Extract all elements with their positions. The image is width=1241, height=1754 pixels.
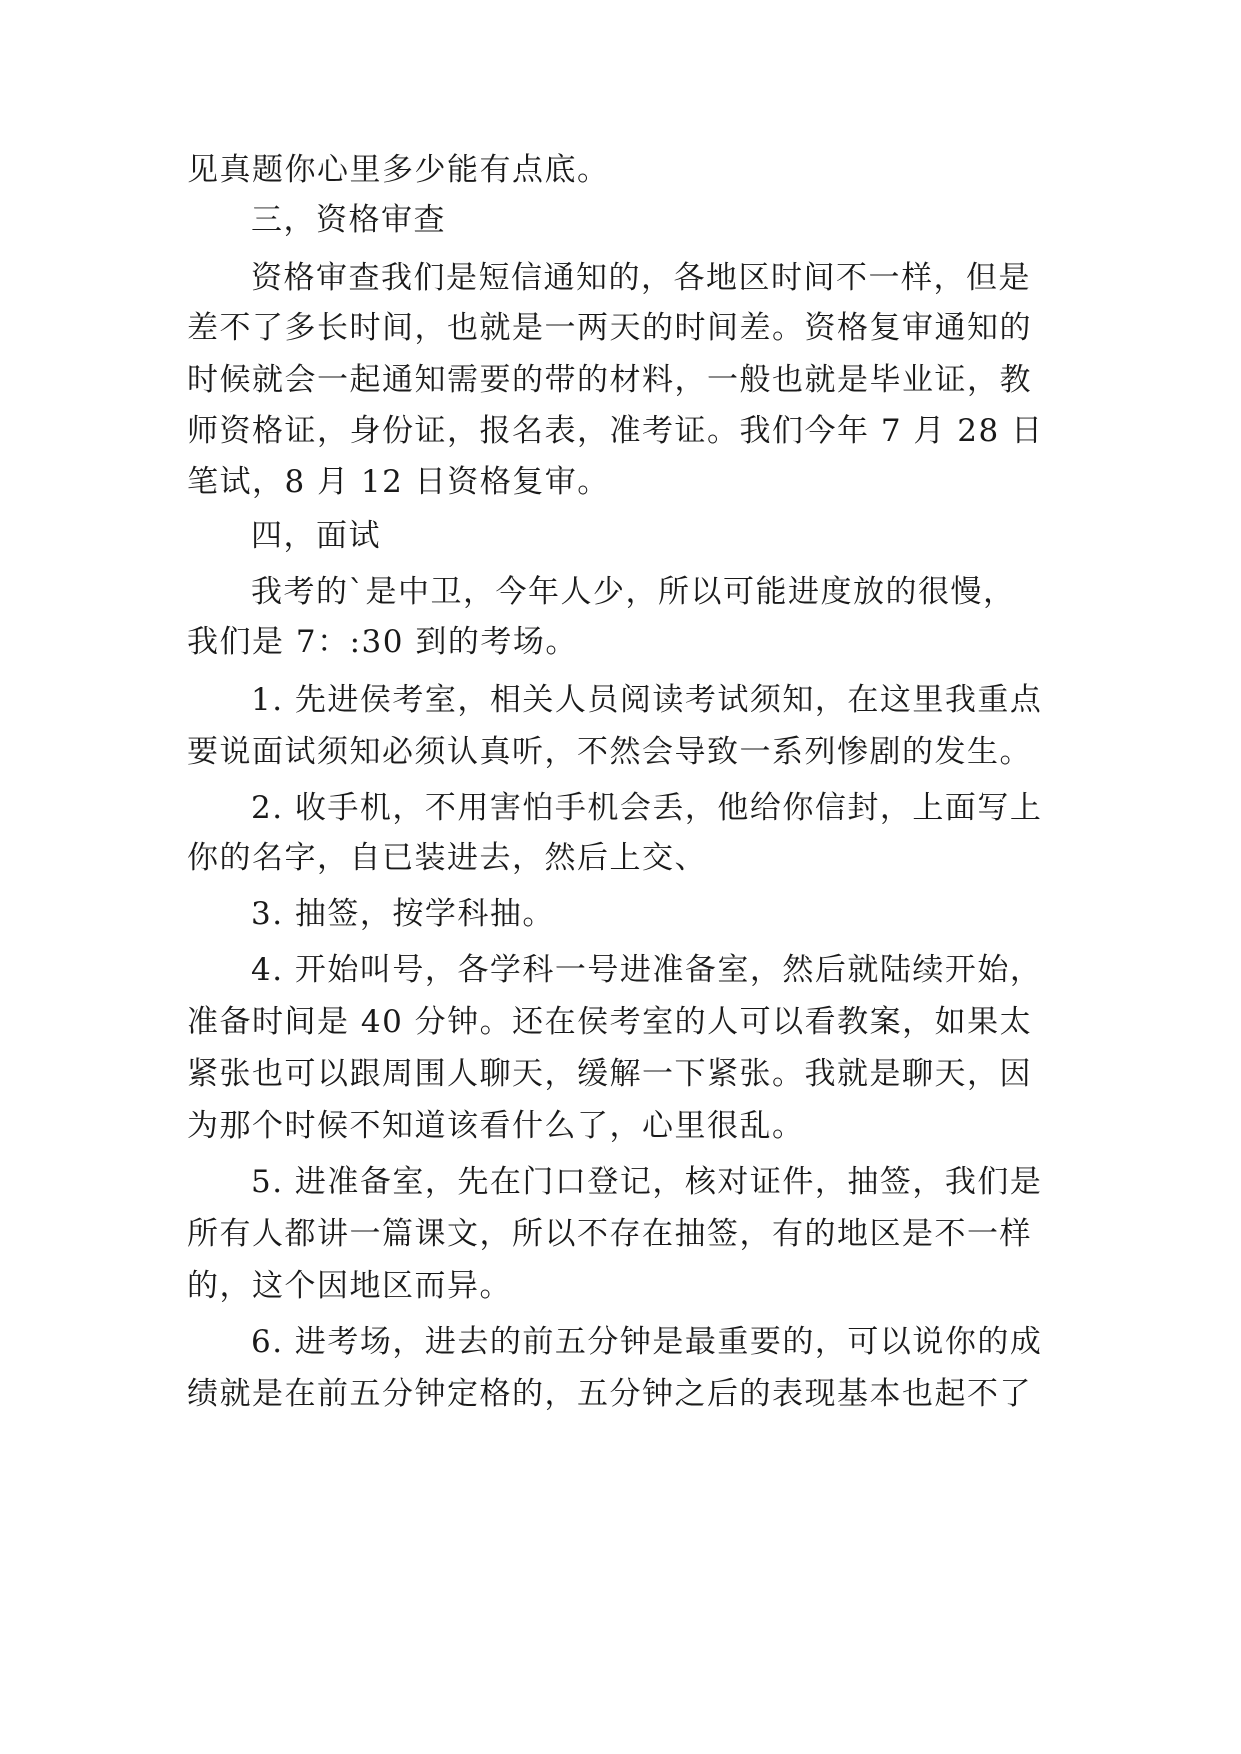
section-heading: 四，面试 [251, 518, 381, 554]
text-line: 6. 进考场，进去的前五分钟是最重要的，可以说你的成 [251, 1324, 1043, 1360]
section-heading: 三，资格审查 [251, 202, 446, 238]
text-line: 笔试，8 月 12 日资格复审。 [187, 464, 610, 500]
text-line: 4. 开始叫号，各学科一号进准备室，然后就陆续开始， [251, 952, 1043, 988]
text-line: 差不了多长时间，也就是一两天的时间差。资格复审通知的 [187, 310, 1032, 346]
text-line: 为那个时候不知道该看什么了，心里很乱。 [187, 1108, 805, 1144]
text-line: 准备时间是 40 分钟。还在侯考室的人可以看教案，如果太 [187, 1004, 1033, 1040]
text-line: 绩就是在前五分钟定格的，五分钟之后的表现基本也起不了 [187, 1376, 1032, 1412]
text-line: 我们是 7：:30 到的考场。 [187, 624, 578, 660]
text-line: 时候就会一起通知需要的带的材料，一般也就是毕业证，教 [187, 362, 1032, 398]
text-line: 2. 收手机，不用害怕手机会丢，他给你信封，上面写上 [251, 790, 1043, 826]
text-line: 我考的`是中卫，今年人少，所以可能进度放的很慢， [251, 574, 1016, 610]
text-line: 见真题你心里多少能有点底。 [187, 152, 610, 188]
text-line: 资格审查我们是短信通知的，各地区时间不一样，但是 [251, 260, 1031, 296]
text-line: 5. 进准备室，先在门口登记，核对证件，抽签，我们是 [251, 1164, 1043, 1200]
text-line: 紧张也可以跟周围人聊天，缓解一下紧张。我就是聊天，因 [187, 1056, 1032, 1092]
text-line: 要说面试须知必须认真听，不然会导致一系列惨剧的发生。 [187, 734, 1032, 770]
text-line: 的，这个因地区而异。 [187, 1268, 512, 1304]
text-line: 师资格证，身份证，报名表，准考证。我们今年 7 月 28 日 [187, 413, 1044, 449]
text-line: 你的名字，自已装进去，然后上交、 [187, 840, 707, 876]
text-line: 1. 先进侯考室，相关人员阅读考试须知，在这里我重点 [251, 682, 1043, 718]
text-line: 3. 抽签，按学科抽。 [251, 896, 555, 932]
text-line: 所有人都讲一篇课文，所以不存在抽签，有的地区是不一样 [187, 1216, 1032, 1252]
